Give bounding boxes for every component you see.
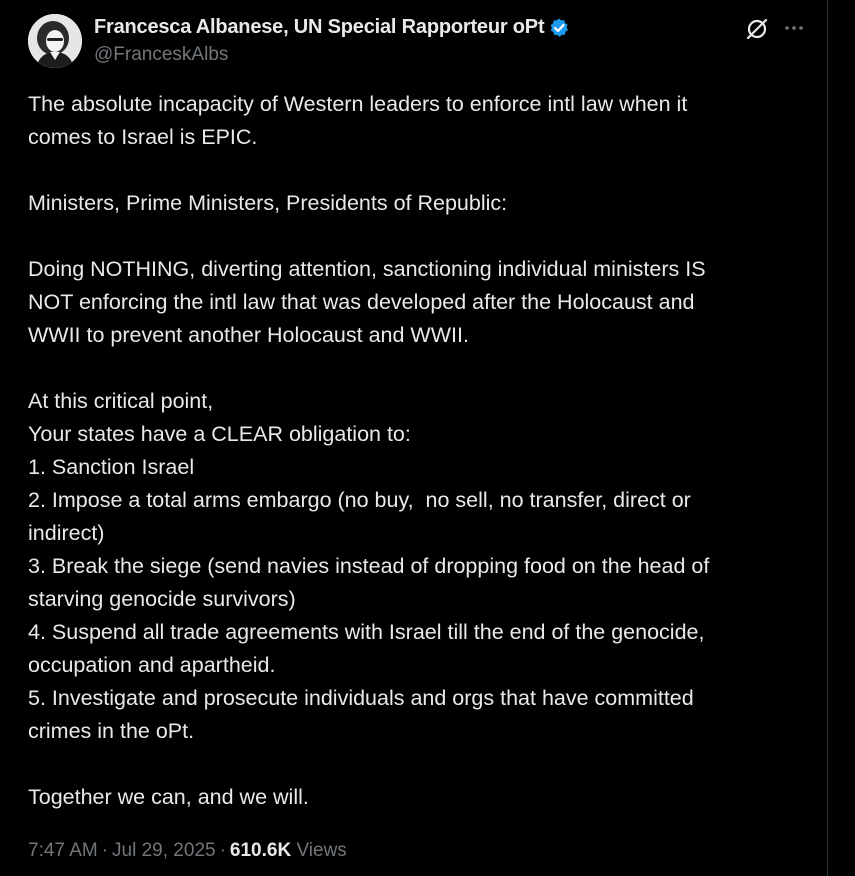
meta-separator: · [101, 840, 109, 861]
tweet-line: occupation and apartheid. [28, 653, 276, 677]
tweet-line: Ministers, Prime Ministers, Presidents of Republic: [28, 191, 508, 215]
tweet-line: 4. Suspend all trade agreements with Israel till the end of the genocide, [28, 620, 705, 644]
tweet-time[interactable]: 7:47 AM [28, 840, 98, 861]
tweet-line: 5. Investigate and prosecute individuals and orgs that have committed [28, 686, 694, 710]
author-handle[interactable]: @FranceskAlbs [94, 44, 229, 65]
tweet-line: Doing NOTHING, diverting attention, sanctioning individual ministers IS [28, 257, 706, 281]
tweet-line: crimes in the oPt. [28, 719, 195, 743]
tweet-line: WWII to prevent another Holocaust and WWII. [28, 323, 469, 347]
tweet-line: 3. Break the siege (send navies instead of dropping food on the head of [28, 554, 710, 578]
tweet-line: 2. Impose a total arms embargo (no buy, no sell, no transfer, direct or [28, 488, 691, 512]
tweet-line: NOT enforcing the intl law that was developed after the Holocaust and [28, 290, 695, 314]
tweet-line: indirect) [28, 521, 105, 545]
tweet-line: The absolute incapacity of Western leaders to enforce intl law when it [28, 92, 688, 116]
tweet-line: starving genocide survivors) [28, 587, 296, 611]
verified-badge-icon [548, 17, 570, 39]
tweet-line: Together we can, and we will. [28, 785, 309, 809]
views-count[interactable]: 610.6K [229, 840, 292, 861]
author-display-name[interactable]: Francesca Albanese, UN Special Rapporteur oPt [94, 16, 545, 38]
tweet-text [28, 88, 808, 814]
meta-separator: · [219, 840, 226, 861]
avatar-photo-icon [28, 14, 82, 68]
tweet-line: Your states have a CLEAR obligation to: [28, 422, 411, 446]
more-options-icon[interactable] [782, 16, 806, 40]
author-name-row[interactable] [94, 16, 570, 39]
grok-icon[interactable] [744, 16, 770, 42]
tweet-date[interactable]: Jul 29, 2025 [112, 840, 216, 861]
tweet-line: comes to Israel is EPIC. [28, 125, 258, 149]
tweet-line: At this critical point, [28, 389, 214, 413]
tweet-meta [28, 840, 347, 862]
tweet-line: 1. Sanction Israel [28, 455, 195, 479]
views-label[interactable]: Views [296, 840, 347, 861]
avatar[interactable] [28, 14, 82, 68]
